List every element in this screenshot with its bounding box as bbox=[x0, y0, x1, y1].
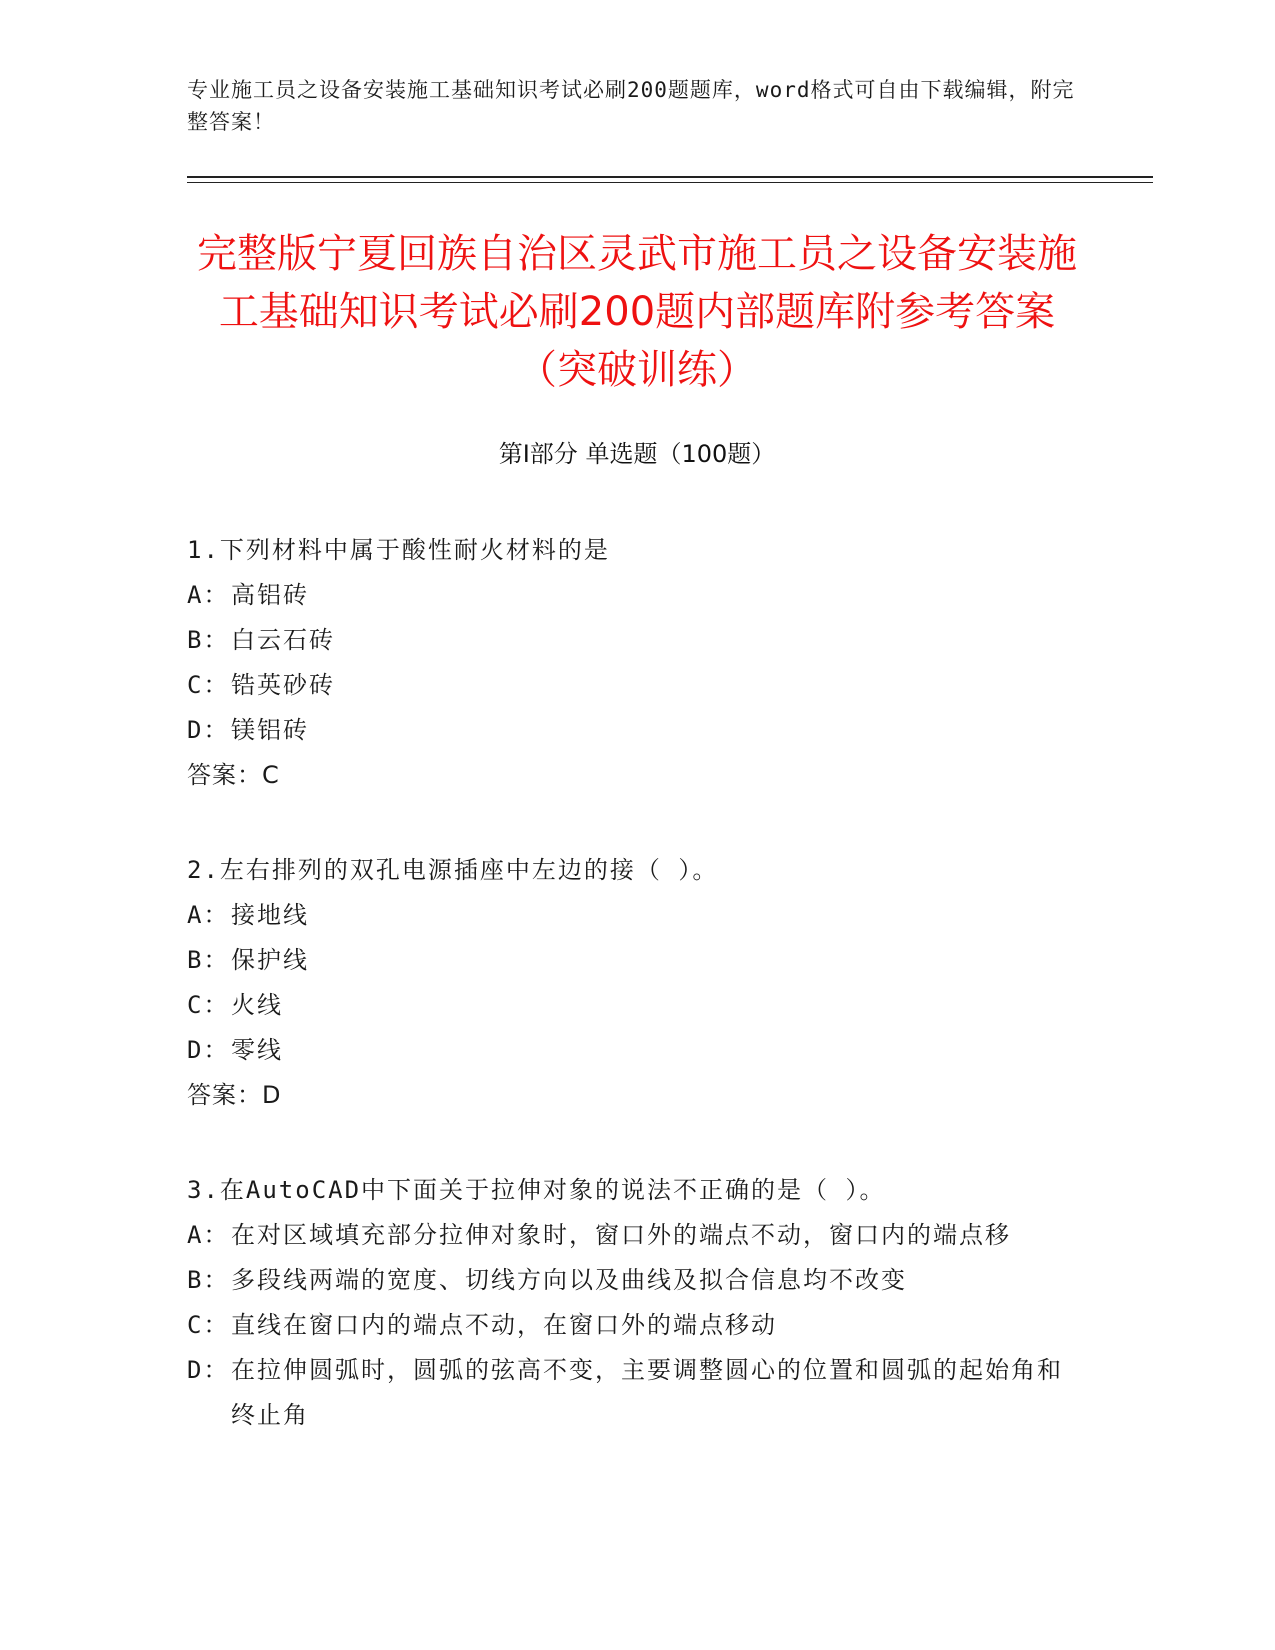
option-key: C： bbox=[187, 1311, 230, 1339]
option-a bbox=[187, 893, 1087, 938]
option-key: B： bbox=[187, 946, 230, 974]
option-key: A： bbox=[187, 581, 230, 609]
option-c bbox=[187, 663, 1087, 708]
option-b bbox=[187, 938, 1087, 983]
option-text: 在拉伸圆弧时，圆弧的弦高不变，主要调整圆心的位置和圆弧的起始角和终止角 bbox=[231, 1356, 1063, 1429]
option-text: 保护线 bbox=[231, 946, 309, 974]
header-divider-top bbox=[187, 176, 1153, 178]
question-stem: 2.左右排列的双孔电源插座中左边的接（ ）。 bbox=[187, 856, 719, 884]
question-3 bbox=[187, 1168, 1087, 1438]
option-text: 锆英砂砖 bbox=[231, 671, 335, 699]
option-a bbox=[187, 1213, 1087, 1258]
question-stem: 1.下列材料中属于酸性耐火材料的是 bbox=[187, 536, 610, 564]
header-divider-bottom bbox=[187, 182, 1153, 183]
option-text: 接地线 bbox=[231, 901, 309, 929]
option-key: C： bbox=[187, 671, 230, 699]
option-key: A： bbox=[187, 901, 230, 929]
option-key: D： bbox=[187, 716, 230, 744]
option-text: 白云石砖 bbox=[231, 626, 335, 654]
option-b bbox=[187, 618, 1087, 663]
option-text: 火线 bbox=[231, 991, 283, 1019]
option-key: B： bbox=[187, 1266, 230, 1294]
question-1 bbox=[187, 528, 1087, 798]
question-2 bbox=[187, 848, 1087, 1118]
answer-line: 答案：D bbox=[187, 1081, 282, 1109]
option-text: 多段线两端的宽度、切线方向以及曲线及拟合信息均不改变 bbox=[231, 1266, 907, 1294]
question-list bbox=[187, 528, 1087, 1488]
header-note: 专业施工员之设备安装施工基础知识考试必刷200题题库，word格式可自由下载编辑，附完整答案！ bbox=[187, 78, 1075, 134]
option-b bbox=[187, 1258, 1087, 1303]
option-key: D： bbox=[187, 1036, 230, 1064]
option-d bbox=[187, 1028, 1087, 1073]
option-a bbox=[187, 573, 1087, 618]
option-text: 镁铝砖 bbox=[231, 716, 309, 744]
option-text: 直线在窗口内的端点不动，在窗口外的端点移动 bbox=[231, 1311, 777, 1339]
option-text: 零线 bbox=[231, 1036, 283, 1064]
section-heading: 第Ⅰ部分 单选题（100题） bbox=[498, 440, 776, 468]
option-key: A： bbox=[187, 1221, 230, 1249]
option-key: D： bbox=[187, 1356, 230, 1384]
document-title: 完整版宁夏回族自治区灵武市施工员之设备安装施工基础知识考试必刷200题内部题库附参考答案（突破训练） bbox=[197, 231, 1077, 393]
option-text: 在对区域填充部分拉伸对象时，窗口外的端点不动，窗口内的端点移 bbox=[231, 1221, 1011, 1249]
question-stem: 3.在AutoCAD中下面关于拉伸对象的说法不正确的是（ ）。 bbox=[187, 1176, 886, 1204]
option-d bbox=[187, 708, 1087, 753]
option-text: 高铝砖 bbox=[231, 581, 309, 609]
option-key: B： bbox=[187, 626, 230, 654]
option-c bbox=[187, 983, 1087, 1028]
answer-line: 答案：C bbox=[187, 761, 280, 789]
option-d bbox=[187, 1348, 1087, 1438]
option-c bbox=[187, 1303, 1087, 1348]
option-key: C： bbox=[187, 991, 230, 1019]
